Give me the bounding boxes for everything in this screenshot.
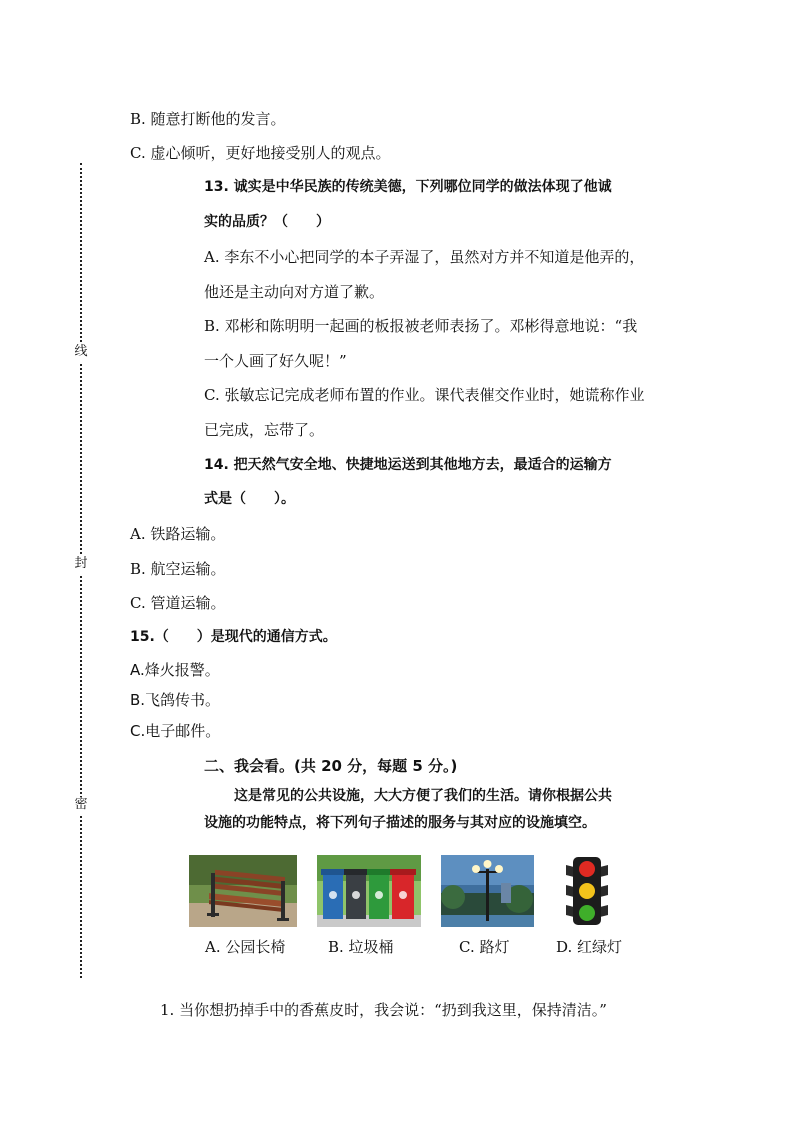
q13-stem-line2: 实的品质？（ ） [204,214,330,230]
caption-street-lamp: C. 路灯 [459,938,510,956]
street-lamp-image [441,855,534,927]
margin-label-feng: 封 [73,556,89,574]
trash-bin-image [317,855,421,927]
q14-option-c: C. 管道运输。 [130,594,226,612]
q13-stem-line1: 13. 诚实是中华民族的传统美德，下列哪位同学的做法体现了他诚 [204,179,612,195]
q14-stem-line2: 式是（ ）。 [204,491,295,507]
q13-option-c-line1: C. 张敏忘记完成老师布置的作业。课代表催交作业时，她谎称作业 [204,386,645,404]
caption-traffic-light: D. 红绿灯 [556,938,623,956]
q13-option-a-line1: A. 李东不小心把同学的本子弄湿了，虽然对方并不知道是他弄的， [204,248,645,266]
traffic-light-image [564,855,610,927]
section2-q1: 1. 当你想扔掉手中的香蕉皮时，我会说：“扔到我这里，保持清洁。” [160,1001,607,1019]
section2-title: 二、我会看。(共 20 分，每题 5 分。) [204,757,458,775]
q14-option-b: B. 航空运输。 [130,560,226,578]
q12-option-c: C. 虚心倾听，更好地接受别人的观点。 [130,144,391,162]
q13-option-b-line1: B. 邓彬和陈明明一起画的板报被老师表扬了。邓彬得意地说：“我 [204,317,638,335]
q15-option-c: C.电子邮件。 [130,722,221,740]
park-bench-image [189,855,297,927]
q12-option-b: B. 随意打断他的发言。 [130,110,286,128]
q15-stem: 15.（ ）是现代的通信方式。 [130,629,337,645]
q13-option-b-line2: 一个人画了好久呢！” [204,352,347,370]
margin-label-xian: 线 [73,344,89,362]
caption-park-bench: A. 公园长椅 [205,938,286,956]
q15-option-b: B.飞鸽传书。 [130,691,221,709]
q14-option-a: A. 铁路运输。 [130,525,226,543]
caption-trash-bin: B. 垃圾桶 [328,938,394,956]
q15-option-a: A.烽火报警。 [130,661,220,679]
section2-intro-line1: 这是常见的公共设施，大大方便了我们的生活。请你根据公共 [234,788,612,804]
section2-intro-line2: 设施的功能特点，将下列句子描述的服务与其对应的设施填空。 [204,815,596,831]
q13-option-a-line2: 他还是主动向对方道了歉。 [204,283,385,301]
q13-option-c-line2: 已完成，忘带了。 [204,421,325,439]
margin-label-mi: 密 [73,797,89,815]
q14-stem-line1: 14. 把天然气安全地、快捷地运送到其他地方去，最适合的运输方 [204,457,612,473]
